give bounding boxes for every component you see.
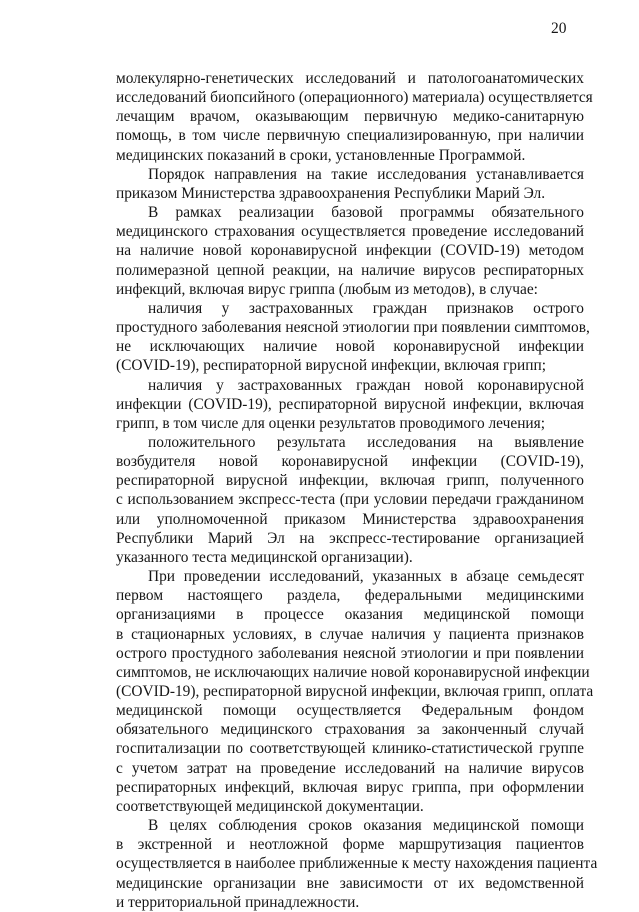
text-line: осуществляется в наиболее приближенные к месту нахождения пациента: [116, 855, 598, 873]
text-line: В целях соблюдения сроков оказания медицинской помощи: [148, 817, 584, 835]
text-line: не исключающих наличие новой коронавирусной инфекции: [116, 338, 584, 356]
text-line: помощь, в том числе первичную специализированную, при наличии: [116, 127, 584, 145]
text-line: лечащим врачом, оказывающим первичную медико-санитарную: [116, 108, 584, 126]
text-line: или уполномоченной приказом Министерства здравоохранения: [116, 510, 584, 528]
text-line: молекулярно-генетических исследований и патологоанатомических: [116, 70, 584, 87]
text-line: в экстренной и неотложной форме маршрутизация пациентов: [116, 836, 584, 854]
text-line: и территориальной принадлежности.: [116, 893, 360, 911]
text-line: обязательного медицинского страхования за законченный случай: [116, 721, 584, 739]
text-line: респираторных инфекций, включая вирус гриппа, при оформлении: [116, 778, 584, 796]
text-line: приказом Министерства здравоохранения Республики Марий Эл.: [116, 184, 546, 202]
text-line: положительного результата исследования на выявление: [148, 433, 584, 451]
text-line: наличия у застрахованных граждан признаков острого: [148, 299, 584, 317]
paragraph: [116, 165, 584, 203]
text-line: с учетом затрат на проведение исследований на наличие вирусов: [116, 759, 584, 777]
text-line: в стационарных условиях, в случае наличия у пациента признаков: [116, 625, 584, 643]
text-line: возбудителя новой коронавирусной инфекции (COVID-19),: [116, 453, 584, 471]
text-line: симптомов, не исключающих наличие новой коронавирусной инфекции: [116, 663, 590, 681]
text-line: респираторной вирусной инфекции, включая грипп, полученного: [116, 472, 584, 490]
text-line: организациями в процессе оказания медицинской помощи: [116, 606, 584, 624]
text-line: полимеразной цепной реакции, на наличие вирусов респираторных: [116, 261, 584, 279]
document-body: [116, 69, 598, 912]
text-line: Республики Марий Эл на экспресс-тестирование организацией: [116, 529, 584, 547]
text-line: наличия у застрахованных граждан новой коронавирусной: [148, 376, 584, 394]
text-line: первом настоящего раздела, федеральными медицинскими: [116, 587, 584, 605]
paragraph: [116, 69, 593, 165]
text-line: (COVID-19), респираторной вирусной инфекции, включая грипп, оплата: [116, 683, 594, 700]
text-line: соответствующей медицинской документации.: [116, 797, 424, 815]
text-line: (COVID-19), респираторной вирусной инфекции, включая грипп;: [116, 357, 546, 375]
text-line: простудного заболевания неясной этиологии при появлении симптомов,: [116, 319, 590, 337]
text-line: инфекции (COVID-19), респираторной вирусной инфекции, включая: [116, 395, 584, 413]
text-line: медицинских показаний в сроки, установленные Программой.: [116, 146, 526, 164]
text-line: исследований биопсийного (операционного) материала) осуществляется: [116, 89, 593, 107]
paragraph: [116, 299, 590, 376]
paragraph: [116, 376, 584, 433]
page-number: 20: [551, 20, 567, 37]
text-line: острого простудного заболевания неясной этиологии и при появлении: [116, 644, 584, 662]
text-line: грипп, в том числе для оценки результатов проводимого лечения;: [116, 414, 546, 432]
text-line: госпитализации по соответствующей клинико-статистической группе: [116, 740, 584, 758]
text-line: медицинского страхования осуществляется проведение исследований: [116, 223, 584, 241]
text-line: медицинской помощи осуществляется Федеральным фондом: [116, 702, 584, 720]
text-line: Порядок направления на такие исследования устанавливается: [148, 165, 584, 183]
paragraph: [116, 816, 598, 912]
text-line: инфекций, включая вирус гриппа (любым из методов), в случае:: [116, 280, 538, 298]
paragraph: [116, 203, 584, 299]
text-line: медицинские организации вне зависимости от их ведомственной: [116, 874, 584, 892]
text-line: указанного теста медицинской организации).: [116, 548, 413, 566]
text-line: на наличие новой коронавирусной инфекции (COVID-19) методом: [116, 242, 584, 260]
paragraph: [116, 433, 584, 567]
text-line: с использованием экспресс-теста (при условии передачи гражданином: [116, 491, 584, 509]
paragraph: [116, 567, 594, 816]
text-line: При проведении исследований, указанных в абзаце семьдесят: [148, 568, 584, 586]
text-line: В рамках реализации базовой программы обязательного: [148, 204, 584, 222]
